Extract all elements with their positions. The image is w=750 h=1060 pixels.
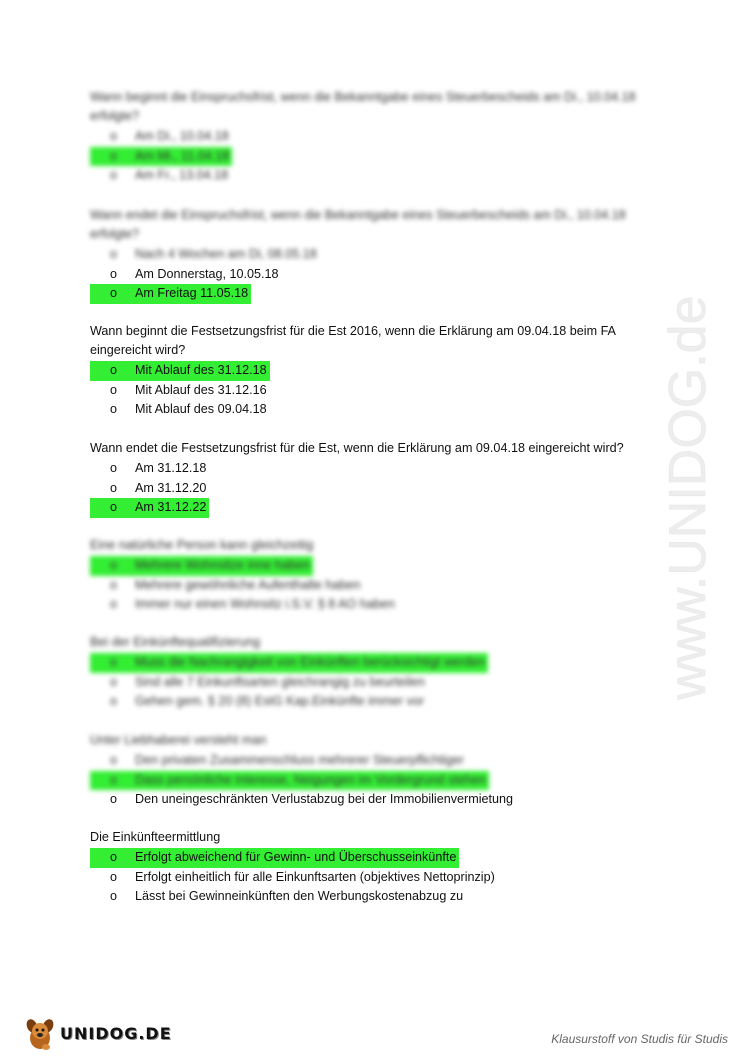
option-item-correct: o Am Mi., 11.04.18 [90, 147, 650, 167]
footer-tagline: Klausurstoff von Studis für Studis [551, 1032, 728, 1046]
question-block [90, 633, 650, 712]
option-item-correct: o Muss die Nachrangigkeit von Einkünften berücksichtigt werden [90, 653, 650, 673]
option-item: o Am 31.12.18 [110, 461, 207, 475]
question-block [90, 88, 650, 186]
option-item: o Lässt bei Gewinneinkünften den Werbungskostenabzug zu [110, 889, 464, 903]
option-item: o Sind alle 7 Einkunftsarten gleichrangig zu beurteilen [110, 674, 425, 689]
option-list [90, 459, 670, 518]
option-item: o Mehrere gewöhnliche Aufenthalte haben [110, 577, 361, 592]
option-list [90, 848, 650, 907]
question-text: Bei der Einkünftequalifizierung [90, 635, 261, 649]
option-item-correct: o Erfolgt abweichend für Gewinn- und Überschusseinkünfte [90, 848, 650, 868]
option-item-correct: o Mit Ablauf des 31.12.18 [90, 361, 650, 381]
option-item-correct: o Am 31.12.22 [90, 498, 670, 518]
option-item: o Immer nur einen Wohnsitz i.S.V. § 8 AO haben [110, 597, 395, 611]
watermark-text: www.UNIDOG.de [659, 295, 717, 700]
option-item: o Am Donnerstag, 10.05.18 [110, 266, 279, 281]
option-item: o Gehen gem. § 20 (8) EstG Kap.Einkünfte immer vor [110, 694, 425, 708]
option-item: o Am Di., 10.04.18 [110, 129, 229, 143]
question-block [90, 206, 650, 304]
option-list [90, 751, 650, 810]
question-text: Eine natürliche Person kann gleichzeitig [90, 538, 314, 552]
logo-text: UNIDOG.DE [60, 1024, 172, 1043]
question-block [90, 731, 650, 810]
option-item: o Am 31.12.20 [110, 480, 207, 495]
unidog-logo [22, 1016, 192, 1052]
question-text: Wann endet die Festsetzungsfrist für die Est, wenn die Erklärung am 09.04.18 eingereicht wird? [90, 441, 624, 455]
option-list [90, 556, 650, 615]
option-list [90, 653, 650, 712]
question-block [90, 536, 650, 615]
option-item: o Den privaten Zusammenschluss mehrerer Steuerpflichtiger [110, 753, 464, 767]
option-item: o Erfolgt einheitlich für alle Einkunftsarten (objektives Nettoprinzip) [110, 869, 495, 884]
option-item: o Am Fr., 13.04.18 [110, 168, 229, 182]
question-block [90, 828, 650, 907]
dog-icon [22, 1016, 58, 1052]
watermark [610, 290, 750, 710]
option-item: o Den uneingeschränkten Verlustabzug bei der Immobilienvermietung [110, 792, 514, 806]
option-list [90, 361, 650, 420]
option-item: o Nach 4 Wochen am Di, 08.05.18 [110, 247, 317, 261]
option-item-correct: o Mehrere Wohnsitze inne haben [90, 556, 650, 576]
option-item-correct: o Am Freitag 11.05.18 [90, 284, 650, 304]
option-item-correct: o Dass persönliche Interesse, Neigungen im Vordergrund stehen [90, 771, 650, 791]
question-text: Wann beginnt die Einspruchsfrist, wenn die Bekanntgabe eines Steuerbescheids am Di., 10.04.18 erfolgte? [90, 90, 636, 123]
question-text: Wann beginnt die Festsetzungsfrist für die Est 2016, wenn die Erklärung am 09.04.18 beim FA eingereicht wird? [90, 324, 616, 357]
question-text: Wann endet die Einspruchsfrist, wenn die Bekanntgabe eines Steuerbescheids am Di., 10.04.18 erfolgte? [90, 208, 626, 241]
option-item: o Mit Ablauf des 09.04.18 [110, 402, 267, 416]
question-text: Die Einkünfteermittlung [90, 830, 221, 844]
question-block [90, 322, 650, 420]
question-block [90, 439, 670, 518]
option-list [90, 245, 650, 304]
option-list [90, 127, 650, 186]
question-text: Unter Liebhaberei versteht man [90, 733, 267, 747]
option-item: o Mit Ablauf des 31.12.16 [110, 382, 267, 397]
